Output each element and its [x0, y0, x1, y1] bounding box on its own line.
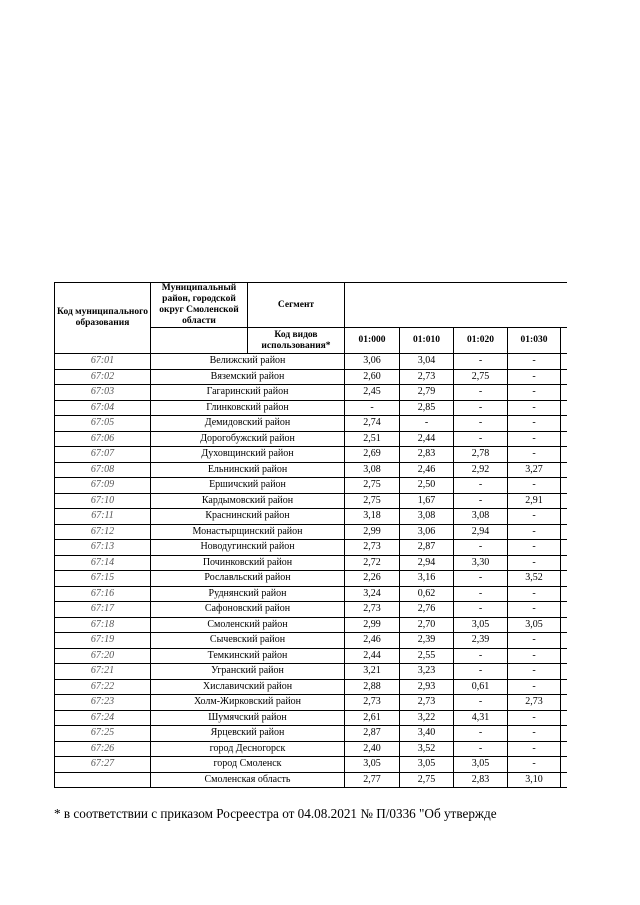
row-value: 2,73 [508, 695, 561, 711]
row-district-name: Монастырщинский район [151, 524, 345, 540]
row-district-name: Велижский район [151, 354, 345, 370]
row-code: 67:01 [55, 354, 151, 370]
row-value: 2,93 [400, 679, 454, 695]
row-value: 3,08 [345, 462, 400, 478]
row-code: 67:20 [55, 648, 151, 664]
row-value: 1,67 [400, 493, 454, 509]
row-value: 2,55 [400, 648, 454, 664]
row-value: 3,05 [508, 617, 561, 633]
total-code-blank [55, 772, 151, 788]
row-value: - [508, 447, 561, 463]
total-value: 2,83 [454, 772, 508, 788]
row-value-clipped [561, 416, 568, 432]
row-value: 3,40 [400, 726, 454, 742]
table-row [55, 509, 568, 525]
row-value: - [400, 416, 454, 432]
row-value: - [454, 431, 508, 447]
row-district-name: Холм-Жирковский район [151, 695, 345, 711]
row-district-name: Ельнинский район [151, 462, 345, 478]
row-value: 2,73 [345, 695, 400, 711]
row-value: - [345, 400, 400, 416]
table-row [55, 586, 568, 602]
row-value: 2,78 [454, 447, 508, 463]
row-value: 3,52 [400, 741, 454, 757]
row-value: 3,24 [345, 586, 400, 602]
table-row [55, 602, 568, 618]
row-value: 2,83 [400, 447, 454, 463]
row-value: 2,85 [400, 400, 454, 416]
table-row [55, 741, 568, 757]
row-code: 67:02 [55, 369, 151, 385]
row-code: 67:13 [55, 540, 151, 556]
table-row [55, 524, 568, 540]
row-value: 3,16 [400, 571, 454, 587]
header-col-01000: 01:000 [345, 328, 400, 354]
row-code: 67:11 [55, 509, 151, 525]
table-row [55, 757, 568, 773]
table-row [55, 431, 568, 447]
row-district-name: Новодугинский район [151, 540, 345, 556]
row-value: - [508, 478, 561, 494]
row-district-name: Демидовский район [151, 416, 345, 432]
row-code: 67:14 [55, 555, 151, 571]
row-value-clipped [561, 493, 568, 509]
row-value: 3,05 [400, 757, 454, 773]
table-row [55, 354, 568, 370]
row-value: 2,73 [345, 540, 400, 556]
total-value: 3,10 [508, 772, 561, 788]
row-value: - [454, 602, 508, 618]
row-value: - [454, 354, 508, 370]
row-value: 2,92 [454, 462, 508, 478]
row-district-name: город Смоленск [151, 757, 345, 773]
row-code: 67:12 [55, 524, 151, 540]
table-row [55, 617, 568, 633]
footnote: * в соответствии с приказом Росреестра от 04.08.2021 № П/0336 "Об утвержде [54, 806, 497, 821]
row-code: 67:27 [55, 757, 151, 773]
header-district-blank [151, 328, 248, 354]
row-value-clipped [561, 478, 568, 494]
row-value-clipped [561, 431, 568, 447]
row-value: 3,27 [508, 462, 561, 478]
total-value: 2,75 [400, 772, 454, 788]
row-district-name: Дорогобужский район [151, 431, 345, 447]
row-value: 2,72 [345, 555, 400, 571]
table-row [55, 695, 568, 711]
row-district-name: Сычевский район [151, 633, 345, 649]
row-value-clipped [561, 633, 568, 649]
row-value: 2,74 [345, 416, 400, 432]
row-value: 2,75 [454, 369, 508, 385]
row-value: 3,05 [454, 617, 508, 633]
table-row [55, 726, 568, 742]
row-value-clipped [561, 617, 568, 633]
row-value-clipped [561, 695, 568, 711]
row-value: - [454, 586, 508, 602]
table-row [55, 555, 568, 571]
row-value: - [454, 741, 508, 757]
row-district-name: Вяземский район [151, 369, 345, 385]
row-value: 2,87 [345, 726, 400, 742]
row-value: - [454, 385, 508, 401]
row-code: 67:04 [55, 400, 151, 416]
row-value-clipped [561, 710, 568, 726]
row-district-name: Гагаринский район [151, 385, 345, 401]
row-value: - [508, 633, 561, 649]
row-value: 2,50 [400, 478, 454, 494]
row-value: 2,94 [400, 555, 454, 571]
row-value: 2,39 [400, 633, 454, 649]
row-value-clipped [561, 354, 568, 370]
row-district-name: город Десногорск [151, 741, 345, 757]
row-value: 4,31 [454, 710, 508, 726]
row-value: 2,76 [400, 602, 454, 618]
row-value-clipped [561, 664, 568, 680]
row-code: 67:23 [55, 695, 151, 711]
header-usage-code: Код видов использования* [248, 328, 345, 354]
row-value: 3,23 [400, 664, 454, 680]
row-value: 2,75 [345, 493, 400, 509]
row-code: 67:16 [55, 586, 151, 602]
row-value-clipped [561, 540, 568, 556]
row-value: - [508, 400, 561, 416]
header-district: Муниципальный район, городской округ Смоленской области [151, 283, 248, 328]
row-code: 67:10 [55, 493, 151, 509]
table-row [55, 385, 568, 401]
header-segment: Сегмент [248, 283, 345, 328]
row-value-clipped [561, 648, 568, 664]
row-value: 2,60 [345, 369, 400, 385]
row-value: 3,08 [454, 509, 508, 525]
row-value: - [454, 571, 508, 587]
row-value: 2,73 [400, 695, 454, 711]
row-value: 2,44 [345, 648, 400, 664]
row-value-clipped [561, 726, 568, 742]
row-value: 3,04 [400, 354, 454, 370]
row-value: 2,46 [400, 462, 454, 478]
row-value: 2,87 [400, 540, 454, 556]
row-value: 2,51 [345, 431, 400, 447]
row-value: 3,08 [400, 509, 454, 525]
row-district-name: Темкинский район [151, 648, 345, 664]
row-value: 2,70 [400, 617, 454, 633]
row-value: 2,40 [345, 741, 400, 757]
row-value: 3,06 [345, 354, 400, 370]
row-value: - [508, 602, 561, 618]
header-col-clipped [561, 328, 568, 354]
row-code: 67:17 [55, 602, 151, 618]
row-district-name: Ярцевский район [151, 726, 345, 742]
row-district-name: Хиславичский район [151, 679, 345, 695]
row-value-clipped [561, 385, 568, 401]
row-value: - [508, 664, 561, 680]
row-value: 2,79 [400, 385, 454, 401]
row-district-name: Глинковский район [151, 400, 345, 416]
row-value-clipped [561, 757, 568, 773]
row-value: 3,30 [454, 555, 508, 571]
header-col-01030: 01:030 [508, 328, 561, 354]
table-row [55, 493, 568, 509]
row-value: - [454, 493, 508, 509]
row-value: 3,22 [400, 710, 454, 726]
header-col-01020: 01:020 [454, 328, 508, 354]
header-code: Код муниципального образования [55, 283, 151, 354]
row-value: 3,21 [345, 664, 400, 680]
row-district-name: Руднянский район [151, 586, 345, 602]
row-value: 2,73 [345, 602, 400, 618]
row-value-clipped [561, 741, 568, 757]
table-row-total [55, 772, 568, 788]
row-value: 2,44 [400, 431, 454, 447]
row-district-name: Кардымовский район [151, 493, 345, 509]
row-code: 67:22 [55, 679, 151, 695]
row-value: - [508, 540, 561, 556]
row-value: 2,26 [345, 571, 400, 587]
row-value: 3,06 [400, 524, 454, 540]
row-code: 67:18 [55, 617, 151, 633]
row-value: - [508, 741, 561, 757]
row-value: 2,91 [508, 493, 561, 509]
row-value: 2,99 [345, 617, 400, 633]
row-value: - [454, 416, 508, 432]
row-value: - [508, 555, 561, 571]
row-code: 67:15 [55, 571, 151, 587]
row-district-name: Ершичский район [151, 478, 345, 494]
row-value: 3,05 [345, 757, 400, 773]
row-code: 67:19 [55, 633, 151, 649]
table-row [55, 462, 568, 478]
row-district-name: Починковский район [151, 555, 345, 571]
row-value: - [454, 400, 508, 416]
row-value-clipped [561, 447, 568, 463]
row-value: - [508, 416, 561, 432]
row-code: 67:09 [55, 478, 151, 494]
row-value: - [508, 385, 561, 401]
row-district-name: Краснинский район [151, 509, 345, 525]
row-value-clipped [561, 524, 568, 540]
row-district-name: Смоленский район [151, 617, 345, 633]
row-code: 67:25 [55, 726, 151, 742]
row-value-clipped [561, 602, 568, 618]
row-value: - [508, 648, 561, 664]
row-value: 2,94 [454, 524, 508, 540]
row-value-clipped [561, 679, 568, 695]
row-value-clipped [561, 400, 568, 416]
row-value: 2,88 [345, 679, 400, 695]
row-value: 2,39 [454, 633, 508, 649]
row-district-name: Шумячский район [151, 710, 345, 726]
row-value-clipped [561, 509, 568, 525]
row-district-name: Угранский район [151, 664, 345, 680]
row-value: - [508, 369, 561, 385]
table-row [55, 369, 568, 385]
row-value: - [454, 540, 508, 556]
cadastral-table-container [54, 282, 567, 790]
row-code: 67:24 [55, 710, 151, 726]
total-region-name: Смоленская область [151, 772, 345, 788]
row-code: 67:06 [55, 431, 151, 447]
table-row [55, 540, 568, 556]
row-value: 2,99 [345, 524, 400, 540]
row-value: 2,69 [345, 447, 400, 463]
table-row [55, 648, 568, 664]
row-value: - [454, 726, 508, 742]
row-district-name: Сафоновский район [151, 602, 345, 618]
row-value: 2,46 [345, 633, 400, 649]
row-value: 3,18 [345, 509, 400, 525]
table-row [55, 478, 568, 494]
header-col-01010: 01:010 [400, 328, 454, 354]
table-row [55, 679, 568, 695]
row-value-clipped [561, 369, 568, 385]
table-row [55, 400, 568, 416]
table-row [55, 710, 568, 726]
row-value: - [508, 524, 561, 540]
row-value: - [508, 757, 561, 773]
table-body [55, 354, 568, 788]
row-value: 3,05 [454, 757, 508, 773]
table-row [55, 664, 568, 680]
row-district-name: Духовщинский район [151, 447, 345, 463]
table-row [55, 633, 568, 649]
table-row [55, 447, 568, 463]
row-value: - [508, 710, 561, 726]
row-value-clipped [561, 462, 568, 478]
row-value: - [508, 354, 561, 370]
row-value: 0,61 [454, 679, 508, 695]
row-code: 67:21 [55, 664, 151, 680]
row-value: 2,73 [400, 369, 454, 385]
table-row [55, 416, 568, 432]
row-value: - [454, 648, 508, 664]
table-row [55, 571, 568, 587]
row-district-name: Рославльский район [151, 571, 345, 587]
row-code: 67:03 [55, 385, 151, 401]
row-code: 67:05 [55, 416, 151, 432]
header-segment-values [345, 283, 568, 328]
row-code: 67:26 [55, 741, 151, 757]
row-value: - [454, 478, 508, 494]
row-value-clipped [561, 586, 568, 602]
row-value-clipped [561, 555, 568, 571]
row-value: 0,62 [400, 586, 454, 602]
row-value: - [508, 679, 561, 695]
total-value: 2,77 [345, 772, 400, 788]
row-value: 2,61 [345, 710, 400, 726]
row-value: - [508, 509, 561, 525]
row-value-clipped [561, 571, 568, 587]
row-value: - [454, 664, 508, 680]
row-value: 2,75 [345, 478, 400, 494]
row-code: 67:07 [55, 447, 151, 463]
row-value: - [508, 726, 561, 742]
cadastral-value-table [54, 282, 567, 788]
row-value: - [508, 431, 561, 447]
row-value: 3,52 [508, 571, 561, 587]
row-code: 67:08 [55, 462, 151, 478]
row-value: 2,45 [345, 385, 400, 401]
row-value: - [454, 695, 508, 711]
row-value: - [508, 586, 561, 602]
total-value-clipped [561, 772, 568, 788]
